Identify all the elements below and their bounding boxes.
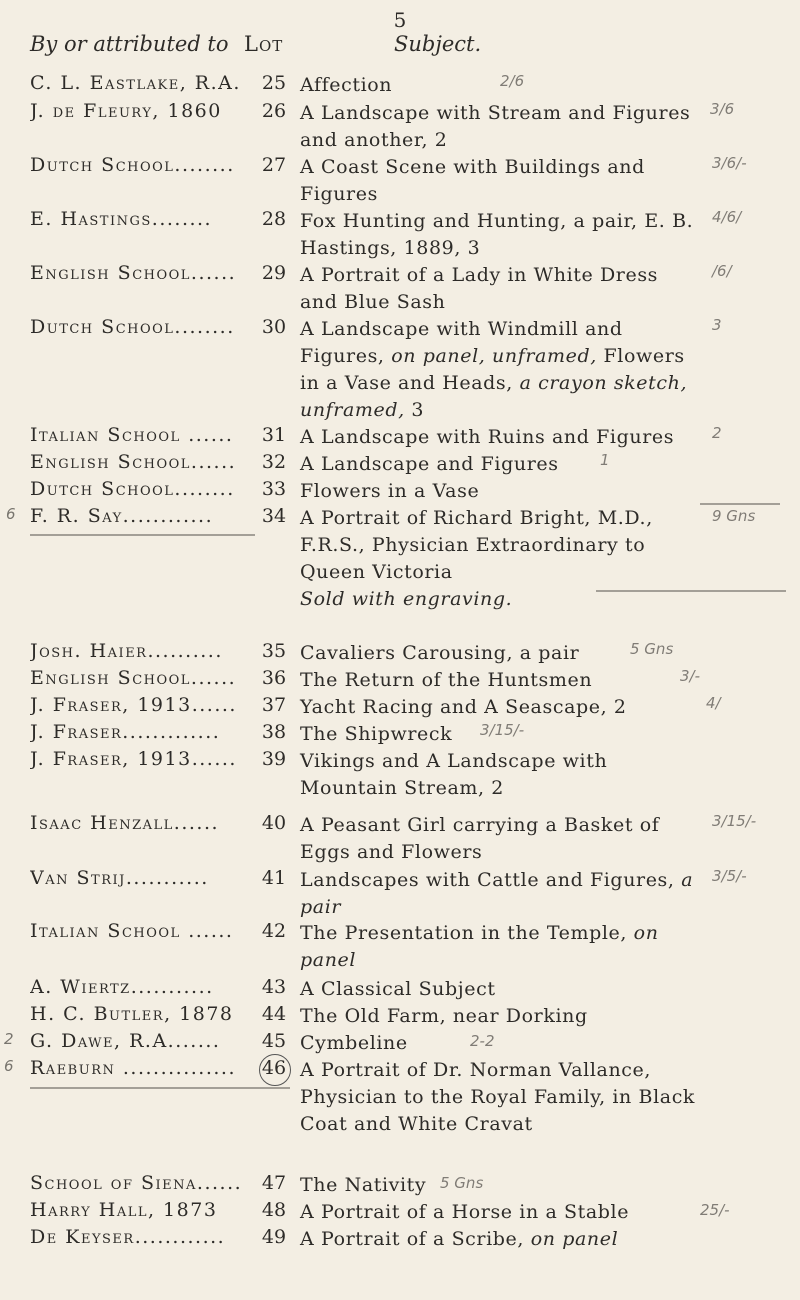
handwritten-price: 2 <box>712 424 722 442</box>
lot-number: 44 <box>261 1003 287 1025</box>
handwritten-price: 3/5/- <box>712 867 747 885</box>
lot-number: 48 <box>261 1199 287 1221</box>
artist: Isaac Henzall...... <box>30 812 220 834</box>
margin-mark: 6 <box>6 505 16 523</box>
subject-text: 3 <box>404 399 425 421</box>
pencil-rule <box>30 534 255 536</box>
lot-number: 25 <box>261 72 287 94</box>
subject <box>300 505 700 613</box>
lot-number: 37 <box>261 694 287 716</box>
lot-number: 35 <box>261 640 287 662</box>
artist: Italian School ...... <box>30 920 234 942</box>
subject: The Shipwreck <box>300 723 453 745</box>
handwritten-price: 3/15/- <box>712 812 757 830</box>
handwritten-price: 4/ <box>706 694 721 712</box>
artist: De Keyser............ <box>30 1226 226 1248</box>
pencil-rule <box>30 1087 290 1089</box>
artist: Italian School ...... <box>30 424 234 446</box>
lot-number: 43 <box>261 976 287 998</box>
subject: The Old Farm, near Dorking <box>300 1005 588 1027</box>
artist: J. Fraser, 1913...... <box>30 748 237 770</box>
lot-number: 40 <box>261 812 287 834</box>
lot-number: 30 <box>261 316 287 338</box>
lot-number: 28 <box>261 208 287 230</box>
subject: A Landscape with Ruins and Figures <box>300 426 675 448</box>
artist: Dutch School........ <box>30 478 235 500</box>
lot-number: 46 <box>261 1057 287 1079</box>
header-artist: By or attributed to <box>30 32 229 56</box>
subject: A Landscape and Figures <box>300 453 559 475</box>
lot-number: 45 <box>261 1030 287 1052</box>
lot-number: 27 <box>261 154 287 176</box>
subject-text: A Portrait of Richard Bright, M.D., F.R.S., Physician Extraordinary to Queen Victoria <box>300 507 653 583</box>
artist: English School...... <box>30 667 237 689</box>
subject: A Coast Scene with Buildings and Figures <box>300 156 645 205</box>
subject: A Portrait of a Lady in White Dress and Blue Sash <box>300 264 659 313</box>
margin-mark: 2 <box>4 1030 14 1048</box>
subject: The Nativity <box>300 1174 427 1196</box>
subject-italic: a pair <box>300 869 694 918</box>
lot-number: 29 <box>261 262 287 284</box>
subject: A Portrait of a Horse in a Stable <box>300 1201 630 1223</box>
artist: English School...... <box>30 262 237 284</box>
artist: Raeburn ............... <box>30 1057 236 1079</box>
subject: Affection <box>300 74 393 96</box>
lot-circle-mark <box>259 1054 291 1086</box>
subject-text: Flowers in a Vase and Heads, <box>300 345 685 394</box>
handwritten-price: 3/- <box>680 667 701 685</box>
artist: J. de Fleury, 1860 <box>30 100 222 122</box>
artist: Josh. Haier.......... <box>30 640 223 662</box>
column-header <box>0 30 800 60</box>
lot-number: 33 <box>261 478 287 500</box>
subject: Cavaliers Carousing, a pair <box>300 642 580 664</box>
artist: G. Dawe, R.A....... <box>30 1030 221 1052</box>
subject: A Portrait of Dr. Norman Vallance, Physician to the Royal Family, in Black Coat and White Cravat <box>300 1059 696 1135</box>
subject: The Return of the Huntsmen <box>300 669 593 691</box>
pencil-rule <box>700 503 780 505</box>
artist: Dutch School........ <box>30 154 235 176</box>
handwritten-price: 3 <box>712 316 722 334</box>
handwritten-price: 25/- <box>700 1201 730 1219</box>
subject-text: A Portrait of a Scribe, <box>300 1228 531 1250</box>
subject: A Peasant Girl carrying a Basket of Eggs and Flowers <box>300 814 660 863</box>
handwritten-price: 2-2 <box>470 1032 495 1050</box>
artist: C. L. Eastlake, R.A. <box>30 72 241 94</box>
handwritten-price: 5 Gns <box>440 1174 484 1192</box>
subject-italic: Sold with engraving. <box>300 588 513 610</box>
lot-number: 36 <box>261 667 287 689</box>
subject <box>300 920 700 974</box>
handwritten-price: 3/6/- <box>712 154 747 172</box>
handwritten-price: 3/15/- <box>480 721 525 739</box>
artist: E. Hastings........ <box>30 208 213 230</box>
artist: Dutch School........ <box>30 316 235 338</box>
subject-text: A Landscape with Windmill and Figures, <box>300 318 623 367</box>
artist: J. Fraser, 1913...... <box>30 694 237 716</box>
lot-number: 34 <box>261 505 287 527</box>
subject-italic: on panel <box>530 1228 619 1250</box>
lot-number: 42 <box>261 920 287 942</box>
header-subject: Subject. <box>394 32 482 56</box>
header-lot: Lot <box>244 32 284 56</box>
lot-number: 38 <box>261 721 287 743</box>
subject: Yacht Racing and A Seascape, 2 <box>300 696 627 718</box>
handwritten-price: 5 Gns <box>630 640 674 658</box>
artist: F. R. Say............ <box>30 505 214 527</box>
artist: J. Fraser............. <box>30 721 221 743</box>
lot-number: 49 <box>261 1226 287 1248</box>
subject-italic: on panel <box>300 922 659 971</box>
artist: School of Siena...... <box>30 1172 243 1194</box>
artist: English School...... <box>30 451 237 473</box>
subject-italic: on panel, unframed, <box>391 345 597 367</box>
artist: H. C. Butler, 1878 <box>30 1003 234 1025</box>
subject <box>300 316 700 424</box>
subject: Flowers in a Vase <box>300 480 480 502</box>
subject: A Landscape with Stream and Figures and another, 2 <box>300 102 691 151</box>
artist: Van Strij........... <box>30 867 209 889</box>
artist: A. Wiertz........... <box>30 976 214 998</box>
pencil-rule <box>596 590 786 592</box>
page-number: 5 <box>393 8 407 32</box>
lot-number: 26 <box>261 100 287 122</box>
subject <box>300 867 700 921</box>
handwritten-price: 4/6/ <box>712 208 742 226</box>
subject: Cymbeline <box>300 1032 408 1054</box>
handwritten-price: 2/6 <box>500 72 525 90</box>
lot-number: 41 <box>261 867 287 889</box>
subject-italic: a crayon sketch, unframed, <box>300 372 688 421</box>
subject: A Classical Subject <box>300 978 496 1000</box>
lot-number: 31 <box>261 424 287 446</box>
lot-number: 39 <box>261 748 287 770</box>
lot-number: 47 <box>261 1172 287 1194</box>
subject: Fox Hunting and Hunting, a pair, E. B. Hastings, 1889, 3 <box>300 210 694 259</box>
subject-text: The Presentation in the Temple, <box>300 922 634 944</box>
lot-number: 32 <box>261 451 287 473</box>
handwritten-price: 9 Gns <box>712 507 756 525</box>
margin-mark: 6 <box>4 1057 14 1075</box>
subject <box>300 1226 700 1253</box>
artist: Harry Hall, 1873 <box>30 1199 218 1221</box>
handwritten-price: /6/ <box>712 262 732 280</box>
subject: Vikings and A Landscape with Mountain Stream, 2 <box>300 750 608 799</box>
handwritten-price: 3/6 <box>710 100 735 118</box>
subject-text: Landscapes with Cattle and Figures, <box>300 869 682 891</box>
handwritten-price: 1 <box>600 451 610 469</box>
